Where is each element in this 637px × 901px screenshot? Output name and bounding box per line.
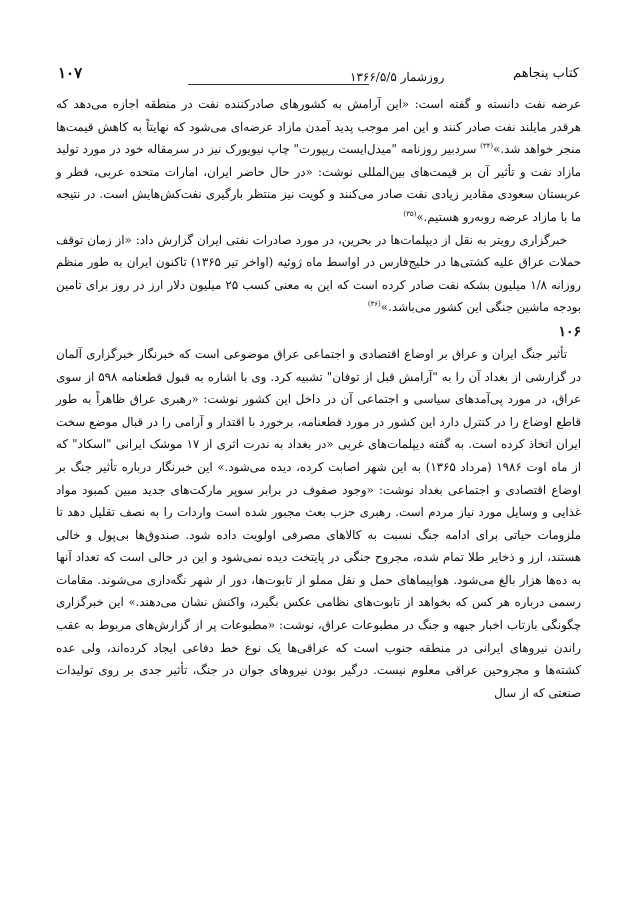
page-body xyxy=(56,93,581,704)
paragraph-1: عرضه نفت دانسته و گفته است: «این آرامش به کشورهای صادرکننده نفت در منطقه اجازه می‌دهد که هرقدر مایلند نفت صادر کنند و این امر موجب پدید آمدن مازاد عرضه‌ای می‌شود که نهایتاً به کاهش قیمت‌ها منجر خواهد شد.»$^{(۳۴)}$ سردبیر روزنامه "میدل‌ایست ریپورت" چاپ نیویورک نیز در سرمقاله خود در مورد تولید مازاد نفت و تأثیر آن بر قیمت‌های بین‌المللی نوشت: «در حال حاضر ایران، امارات متحده عربی، قطر و عربستان سعودی مقادیر زیادی نفت صادر می‌کنند و کویت نیز منتظر بارگیری نفت‌کش‌هایش است. در نتیجه ما با مازاد عرضه روبه‌رو هستیم.»$^{(۳۵)}$ xyxy=(56,97,582,224)
book-title: کتاب پنجاهم xyxy=(513,66,579,81)
footnote-ref: (۳۶) xyxy=(367,300,381,309)
entry-number: ۱۰۶ xyxy=(558,323,581,340)
running-header xyxy=(58,62,579,86)
header-rule xyxy=(188,84,369,85)
date-line: روزشمار ۱۳۶۶/۵/۵ xyxy=(350,70,445,84)
footnote-ref: (۳۵) xyxy=(403,210,417,219)
entry-paragraph: تأثیر جنگ ایران و عراق بر اوضاع اقتصادی و اجتماعی عراق موضوعی است که خبرنگار خبرگزاری آلمان در گزارشی از بغداد آن را به "آرامش قبل از توفان" تشبیه کرد. وی با اشاره به قبول قطعنامه ۵۹۸ از سوی عراق، در مورد پی‌آمدهای سیاسی و اجتماعی آن در داخل این کشور نوشت: «رهبری عراق ظاهراً به طور قاطع اوضاع را در کنترل دارد این کشور در مورد قطعنامه، برخورد با اقتدار و آرامی را در قبال موضع سخت ایران اتخاذ کرده است. به گفته دیپلمات‌های غربی «در بغداد به ندرت اثری از ۱۷ موشک ایرانی "اسکاد" که از ماه اوت ۱۹۸۶ (مرداد ۱۳۶۵) به این شهر اصابت کرده، دیده می‌شود.» این خبرنگار درباره تأثیر جنگ بر اوضاع اقتصادی و اجتماعی بغداد نوشت: «وجود صفوف در برابر سوپر مارکت‌های جدید مبین کمبود مواد غذایی و وسایل مورد نیاز مردم است. رهبری حزب بعث مجبور شده است واردات را به نصف تقلیل دهد تا ملزومات حیاتی برای ادامه جنگ نسبت به کالاهای مصرفی اولویت داده شود. صندوق‌ها بی‌پول و خالی هستند، ارز و ذخایر طلا تمام شده، مجروح جنگی در پایتخت دیده نمی‌شود و این در حالی است که تعداد آنها به ده‌ها هزار بالغ می‌شود. هواپیماهای حمل و نقل مملو از تابوت‌ها، دور از شهر نگه‌داری می‌شوند. مقامات رسمی درباره هر کس که بخواهد از تابوت‌های نظامی عکس بگیرد، واکنش نشان می‌دهند.» این خبرگزاری چگونگی بازتاب اخبار جبهه و جنگ در مطبوعات عراق، نوشت: «مطبوعات پر از گزارش‌های مربوط به عقب راندن نیروهای ایرانی در منطقه جنوب است که عراقی‌ها یک نوع خط دفاعی ایجاد کرده‌اند، ولی عده کشته‌ها و مجروحین عراقی معلوم نیست. درگیر بودن نیروهای جوان در جنگ، تأثیر جدی بر روی تولیدات صنعتی که از سال xyxy=(56,346,582,700)
paragraph-2: خبرگزاری رویتر به نقل از دیپلمات‌ها در بحرین، در مورد صادرات نفتی ایران گزارش داد: «از زمان توقف حملات عراق علیه کشتی‌ها در خلیج‌فارس در اواسط ماه ژوئیه (اواخر تیر ۱۳۶۵) تاکنون ایران به طور منظم روزانه ۱/۸ میلیون بشکه نفت صادر کرده است که این به معنی کسب ۲۵ میلیون دلار ارز در روز برای تامین بودجه ماشین جنگی این کشور می‌باشد.»$^{(۳۶)}$ xyxy=(56,232,582,315)
footnote-ref: (۳۴) xyxy=(480,142,494,151)
page-number: ۱۰۷ xyxy=(58,64,83,82)
